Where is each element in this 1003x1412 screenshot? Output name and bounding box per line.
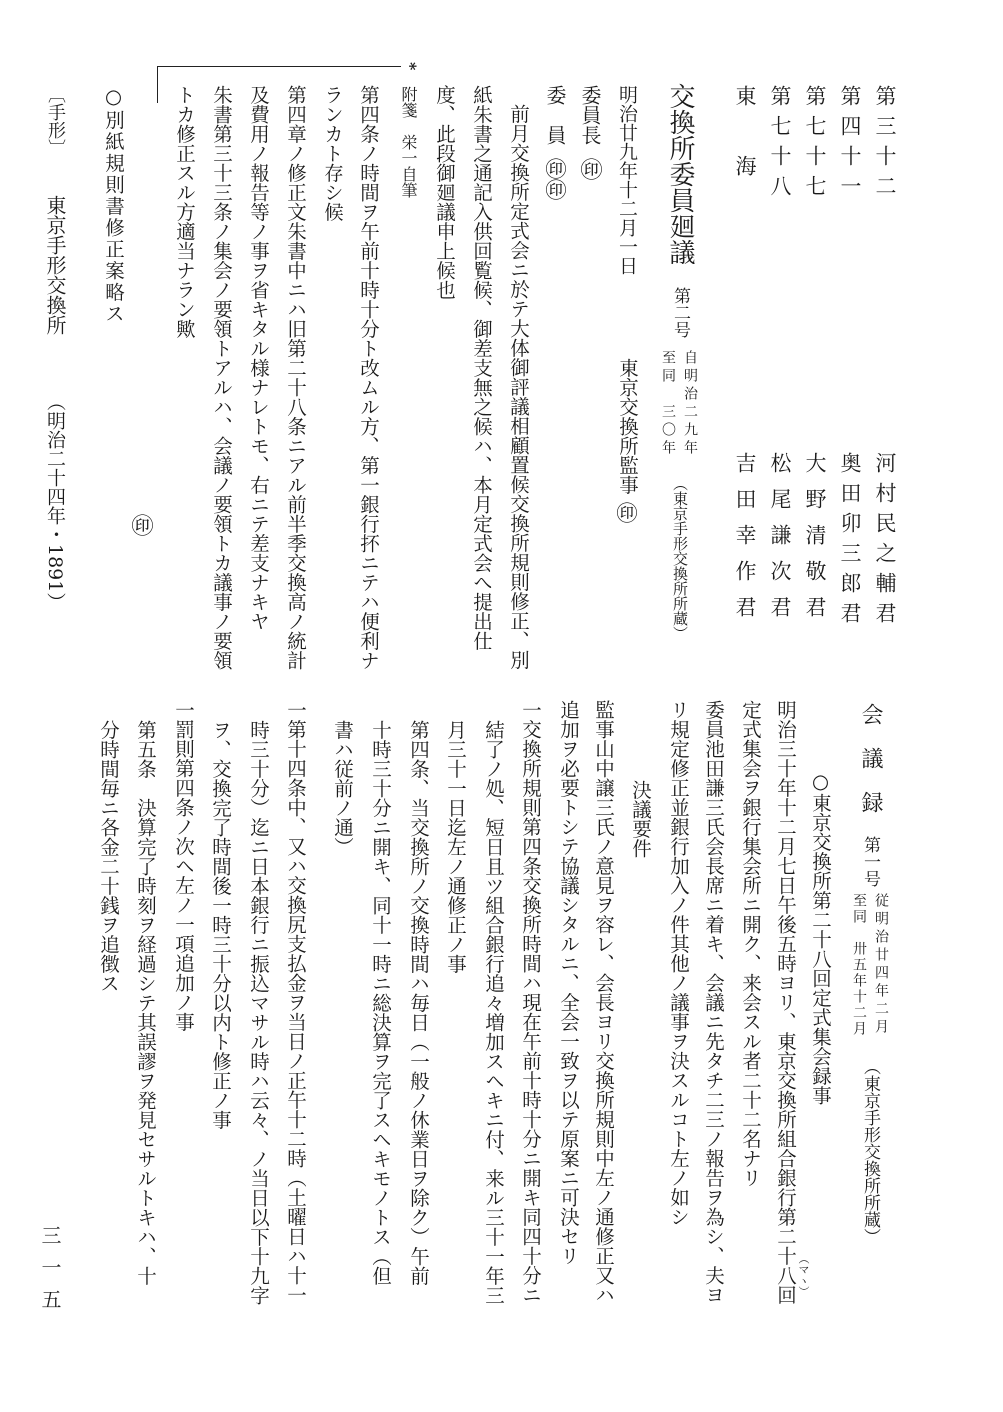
minutes-line: 書ハ従前ノ通）: [331, 720, 354, 857]
sic-note: （マヽ）: [797, 1253, 810, 1297]
body-line: 紙朱書之通記入供回覧候、御差支無之候ハ、本月定式会へ提出仕: [470, 85, 493, 651]
period-to: 至同 三〇年: [660, 350, 676, 458]
period-from: 自明治二九年: [682, 350, 698, 458]
document-number: 第二号: [670, 287, 690, 338]
member-number: 第七十七: [803, 85, 827, 205]
minutes-line: 第四条、当交換所ノ交換時間ハ毎日（一般ノ休業日ヲ除ク）午前: [407, 720, 430, 1286]
member-name: 大野清敬君: [803, 452, 827, 632]
minutes-line: 月三十一日迄左ノ通修正ノ事: [444, 720, 467, 974]
note-line: 第四章ノ修正文朱書中ニハ旧第二十八条ニアル前半季交換高ノ統計: [284, 85, 307, 670]
body-line: 前月交換所定式会ニ於テ大体御評議相顧置候交換所規則修正、別: [507, 104, 530, 670]
minutes-line: 一第十四条中、又ハ交換尻支払金ヲ当日ノ正午十二時（土曜日ハ十一: [284, 700, 307, 1305]
minutes-line: ヲ、交換完了時間後一時三十分以内ト修正ノ事: [209, 720, 232, 1130]
minutes-holder: （東京手形交換所所蔵）: [860, 1058, 880, 1245]
chair-label: 委員長: [578, 85, 602, 145]
minutes-title: 会 議 録: [858, 703, 883, 813]
minutes-line: 第五条 決算完了時刻ヲ経過シテ其誤謬ヲ発見セサルトキハ、十: [134, 720, 157, 1286]
footer-year: （明治二十四年・1891）: [44, 392, 66, 612]
member-number: 第七十八: [768, 85, 792, 205]
committee-seals: ㊞㊞: [543, 158, 567, 200]
note-seal: ㊞: [128, 514, 153, 536]
note-line: トカ修正スル方適当ナラン歟: [173, 85, 196, 339]
minutes-line: 一交換所規則第四条交換所時間ハ現在午前十時十分ニ開キ同四十分ニ: [519, 700, 542, 1305]
holder-note: （東京手形交換所所蔵）: [671, 476, 689, 641]
note-line: 朱書第三十三条ノ集会ノ要領トアルハ、会議ノ要領トカ議事ノ要領: [210, 85, 233, 670]
page-number: 三一五: [38, 1225, 62, 1321]
committee-label: 委 員: [543, 85, 567, 145]
document-date: 明治廿九年十二月一日: [616, 85, 638, 275]
footer-category: 〔手形〕: [45, 85, 66, 157]
minutes-line: 定式集会ヲ銀行集会所ニ開ク、来会スル者二十二名ナリ: [739, 700, 762, 1188]
minutes-line: 監事山中譲三氏ノ意見ヲ容レ、会長ヨリ交換所規則中左ノ通修正又ハ: [592, 700, 615, 1305]
omission-note: ○別紙規則書修正案略ス: [102, 85, 125, 325]
minutes-line: 委員池田謙三氏会長席ニ着キ、会議ニ先タチ二三ノ報告ヲ為シ、夫ヨ: [702, 700, 725, 1305]
member-number: 第四十一: [838, 85, 862, 205]
member-name: 松尾謙次君: [768, 452, 792, 632]
member-name: 河村民之輔君: [873, 452, 897, 632]
note-line: 第四条ノ時間ヲ午前十時十分ト改ムル方、第一銀行抔ニテハ便利ナ: [357, 85, 380, 670]
note-line: ランカト存シ候: [321, 85, 344, 222]
chair-seal: ㊞: [577, 158, 602, 180]
document-title: 交換所委員廻議: [665, 83, 695, 265]
minutes-line: 追加ヲ必要トシテ協議シタルニ、全会一致ヲ以テ原案ニ可決セリ: [557, 700, 580, 1266]
minutes-line: 分時間毎ニ各金二十銭ヲ追徴ス: [97, 720, 120, 993]
sender: 東京交換所監事: [616, 358, 639, 495]
note-label: 附箋 栄一自筆: [399, 86, 418, 198]
member-number: 第三十二: [873, 85, 897, 205]
minutes-line: 明治三十年十二月七日午後五時ヨリ、東京交換所組合銀行第二十八回: [774, 700, 797, 1305]
minutes-period-to: 至同 卅五年十二月: [851, 893, 867, 1037]
minutes-period-from: 従明治廿四年二月: [873, 893, 889, 1037]
footer-organization: 東京手形交換所: [43, 195, 67, 335]
note-line: 及費用ノ報告等ノ事ヲ省キタル様ナレトモ、右ニテ差支ナキヤ: [247, 85, 270, 631]
minutes-line: 時三十分）迄ニ日本銀行ニ振込マサル時ハ云々、ノ当日以下十九字: [247, 720, 270, 1305]
minutes-line: 一罰則第四条ノ次ヘ左ノ一項追加ノ事: [172, 700, 195, 1032]
resolution-subheading: 決議要件: [629, 780, 652, 858]
member-name: 奥田卯三郎君: [838, 452, 862, 632]
note-marker: *: [401, 62, 420, 71]
member-number: 東海: [733, 85, 757, 225]
minutes-number: 第一号: [860, 836, 880, 887]
minutes-line: 結了ノ処、短日且ツ組合銀行追々増加スヘキニ付、来ル三十一年三: [482, 720, 505, 1305]
member-name: 吉田幸作君: [733, 452, 757, 632]
minutes-line: 十時三十分ニ開キ、同十一時ニ総決算ヲ完了スヘキモノトス（但: [369, 720, 392, 1286]
minutes-line: リ規定修正並銀行加入ノ件其他ノ議事ヲ決スルコト左ノ如シ: [667, 700, 690, 1227]
minutes-heading: ○東京交換所第二十八回定式集会録事: [809, 770, 832, 1105]
body-line: 度、此段御廻議申上候也: [433, 85, 456, 300]
sender-seal: ㊞: [614, 502, 638, 523]
